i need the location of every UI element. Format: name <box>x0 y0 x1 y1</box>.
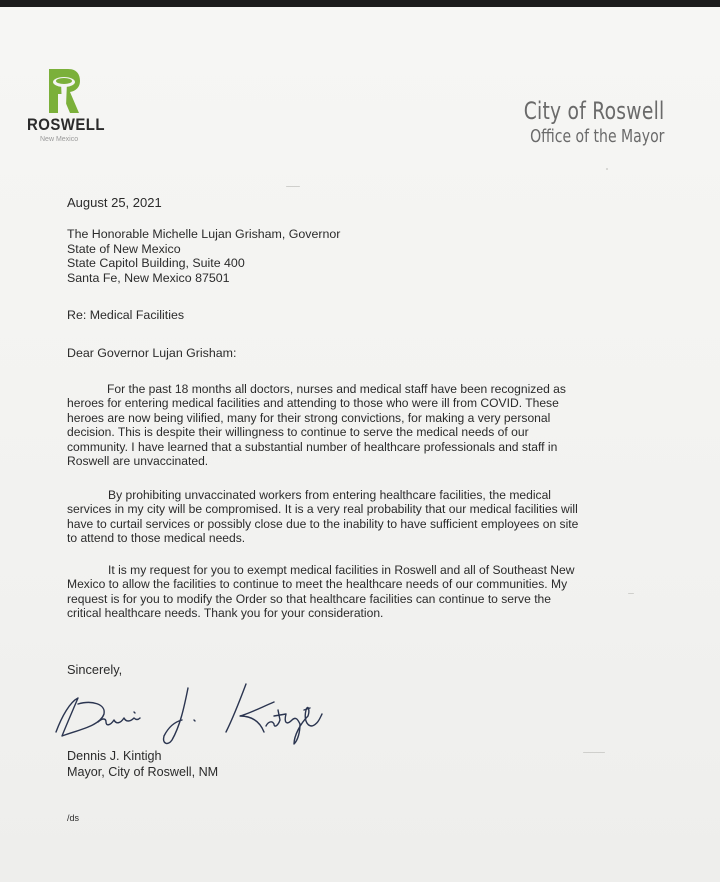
paragraph-line: Mexico to allow the facilities to continue to meet the healthcare needs of our communities. My <box>67 577 568 592</box>
body-paragraph-2 <box>67 488 578 546</box>
office-subtitle: Office of the Mayor <box>529 126 664 147</box>
paragraph-line: By prohibiting unvaccinated workers from entering healthcare facilities, the medical <box>108 488 551 502</box>
top-edge <box>0 0 720 7</box>
letterhead <box>484 96 664 148</box>
body-paragraph-1 <box>67 382 566 468</box>
address-line: State of New Mexico <box>67 241 181 256</box>
scan-mark <box>606 168 608 170</box>
paragraph-line: decision. This is despite their willingness to continue to serve the medical needs of our <box>67 425 529 440</box>
paragraph-line: Roswell are unvaccinated. <box>67 454 209 469</box>
paragraph-line: to attend to those medical needs. <box>67 531 246 546</box>
city-logo <box>22 66 106 143</box>
scan-mark <box>628 593 634 594</box>
paragraph-line: have to curtail services or possibly close due to the inability to have sufficient employees on site <box>67 516 579 531</box>
roswell-r-logo-icon <box>46 66 82 116</box>
paragraph-line: request is for you to modify the Order so that healthcare facilities can continue to serve the <box>67 591 552 606</box>
paragraph-line: services in my city will be compromised. It is a very real probability that our medical facilities will <box>67 502 578 517</box>
subject-line: Re: Medical Facilities <box>67 308 185 322</box>
signer-name: Dennis J. Kintigh <box>67 749 162 763</box>
logo-wordmark: ROSWELL <box>27 115 105 134</box>
paragraph-line: It is my request for you to exempt medical facilities in Roswell and all of Southeast New <box>108 563 575 577</box>
typist-initials: /ds <box>67 813 80 823</box>
closing: Sincerely, <box>67 662 123 677</box>
paragraph-line: heroes are now being vilified, many for their strong convictions, for making a very personal <box>67 410 551 425</box>
address-line: Santa Fe, New Mexico 87501 <box>67 270 230 285</box>
paragraph-line: For the past 18 months all doctors, nurses and medical staff have been recognized as <box>107 382 566 396</box>
address-line: State Capitol Building, Suite 400 <box>67 256 245 270</box>
signer-title: Mayor, City of Roswell, NM <box>67 764 219 779</box>
paragraph-line: critical healthcare needs. Thank you for your consideration. <box>67 606 384 621</box>
recipient-address <box>67 227 340 285</box>
signer-block <box>67 749 218 780</box>
paragraph-line: heroes for entering medical facilities and attending to those who were ill from COVID. These <box>67 396 559 411</box>
logo-subtitle: New Mexico <box>40 136 79 143</box>
salutation: Dear Governor Lujan Grisham: <box>67 346 237 360</box>
handwritten-signature <box>48 680 338 750</box>
paragraph-line: community. I have learned that a substantial number of healthcare professionals and staff in <box>67 439 558 454</box>
scan-mark <box>583 752 605 753</box>
address-line: The Honorable Michelle Lujan Grisham, Governor <box>67 227 341 241</box>
scan-mark <box>286 186 300 187</box>
city-title: City of Roswell <box>523 97 664 125</box>
letter-date: August 25, 2021 <box>67 195 162 210</box>
body-paragraph-3 <box>67 563 575 621</box>
